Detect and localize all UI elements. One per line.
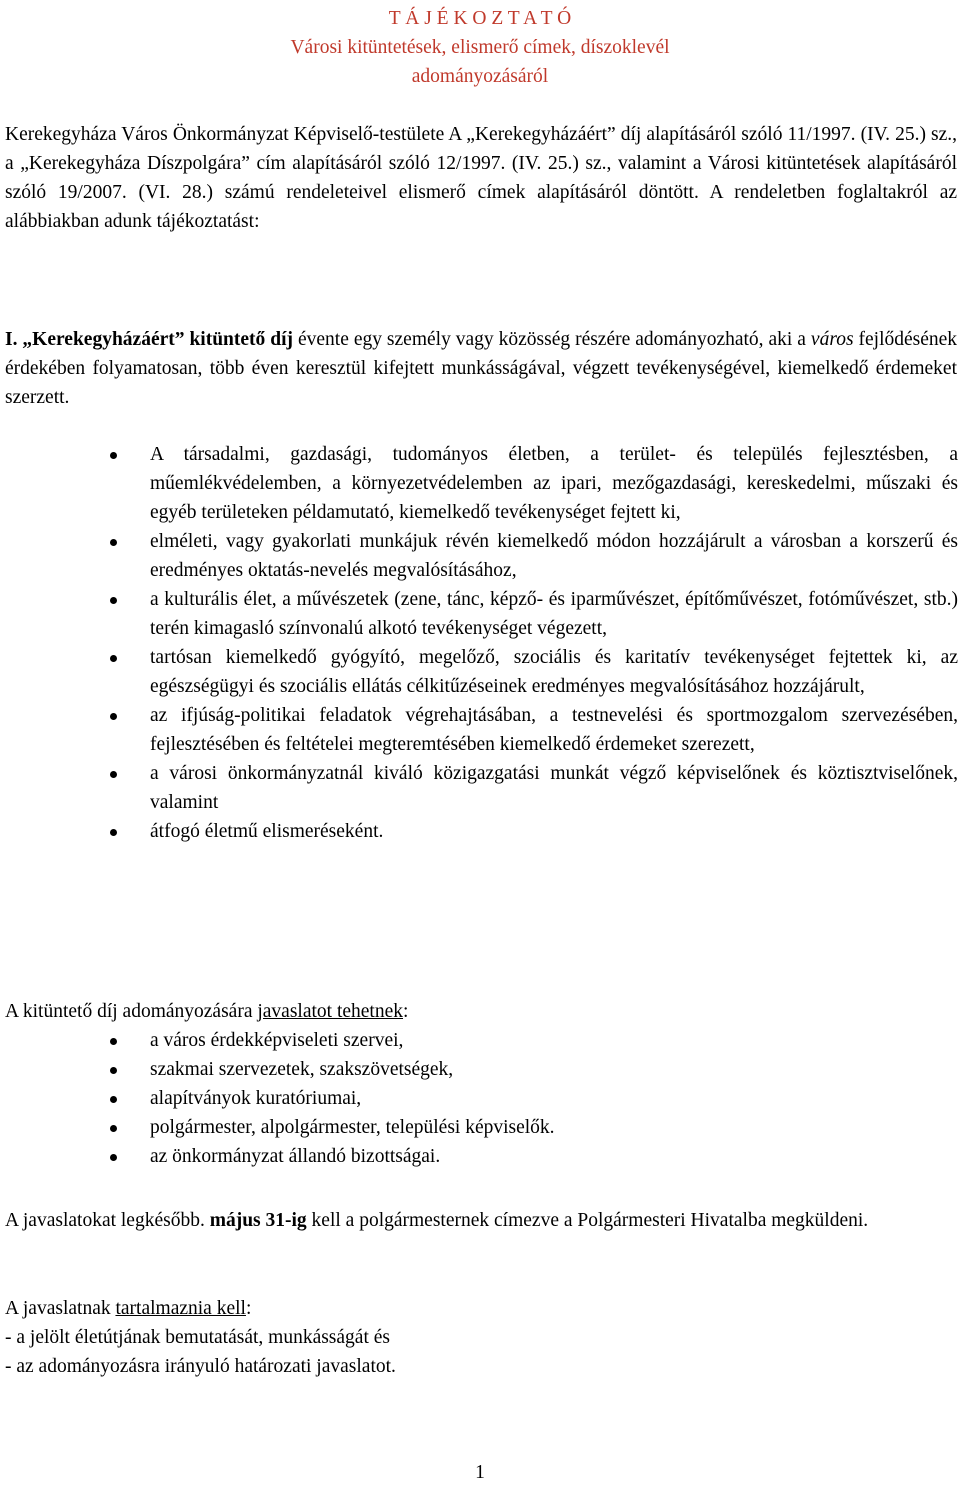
bullet-icon (110, 713, 117, 720)
contents-intro: A javaslatnak tartalmaznia kell: (5, 1298, 252, 1319)
document-title: T Á J É K O Z T A T Ó (388, 8, 572, 29)
contents-item: - az adományozásra irányuló határozati javaslatot. (5, 1356, 396, 1377)
bullet-icon (110, 1154, 117, 1161)
list-item: az önkormányzat állandó bizottságai. (110, 1142, 958, 1171)
document-subtitle-line1: Városi kitüntetések, elismerő címek, díszoklevél (290, 37, 670, 58)
document-header (0, 4, 960, 91)
document-subtitle-line2: adományozásáról (411, 66, 549, 87)
contents-item: - a jelölt életútjának bemutatását, munkásságát és (5, 1327, 390, 1348)
bullet-icon (110, 1067, 117, 1074)
bullet-icon (110, 539, 117, 546)
list-item: az ifjúság-politikai feladatok végrehajtásában, a testnevelési és sportmozgalom szervezésében, fejlesztésében és feltételei megteremtésében kiemelkedő érdemeket szerezett, (110, 701, 958, 759)
intro-paragraph: Kerekegyháza Város Önkormányzat Képviselő-testülete A „Kerekegyházáért” díj alapításáról szóló 11/1997. (IV. 25.) sz., a „Kerekegyháza Díszpolgára” cím alapításáról szóló 12/1997. (IV. 25.) sz., valamint a Városi kitüntetések alapításáról szóló 19/2007. (VI. 28.) számú rendeleteivel elismerő címek alapításáról döntött. A rendeletben foglaltakról az alábbiakban adunk tájékoztatást: (5, 124, 958, 232)
bullet-icon (110, 1096, 117, 1103)
criteria-list (110, 440, 958, 846)
list-item: alapítványok kuratóriumai, (110, 1084, 958, 1113)
bullet-icon (110, 1038, 117, 1045)
bullet-icon (110, 655, 117, 662)
list-item: a városi önkormányzatnál kiváló közigazgatási munkát végző képviselőnek és köztisztviselőnek, valamint (110, 759, 958, 817)
bullet-icon (110, 829, 117, 836)
bullet-icon (110, 597, 117, 604)
list-item: A társadalmi, gazdasági, tudományos életben, a terület- és település fejlesztésben, a műemlékvédelemben, a környezetvédelemben az ipari, mezőgazdasági, kereskedelmi, műszaki és egyéb területeken példamutató, kiemelkedő tevékenységet fejtett ki, (110, 440, 958, 527)
list-item: átfogó életmű elismeréseként. (110, 817, 958, 846)
bullet-icon (110, 452, 117, 459)
proposers-intro: A kitüntető díj adományozására javaslatot tehetnek: (5, 1001, 409, 1022)
bullet-icon (110, 1125, 117, 1132)
list-item: szakmai szervezetek, szakszövetségek, (110, 1055, 958, 1084)
proposers-list (110, 1026, 958, 1171)
deadline-date: május 31-ig (209, 1210, 307, 1231)
section-one-paragraph: I. „Kerekegyházáért” kitüntető díj évente egy személy vagy közösség részére adományozható, aki a város fejlődésének érdekében folyamatosan, több éven keresztül kifejtett munkásságával, végzett tevékenységével, kiemelkedő érdemeket szerzett. (5, 329, 958, 408)
list-item: elméleti, vagy gyakorlati munkájuk révén kiemelkedő módon hozzájárult a városban a korszerű és eredményes oktatás-nevelés megvalósításához, (110, 527, 958, 585)
contents-section (5, 1294, 957, 1381)
list-item: a kulturális élet, a művészetek (zene, tánc, képző- és iparművészet, építőművészet, fotóművészet, stb.) terén kimagasló színvonalú alkotó tevékenységet végezett, (110, 585, 958, 643)
list-item: polgármester, alpolgármester, települési képviselők. (110, 1113, 958, 1142)
list-item: a város érdekképviseleti szervei, (110, 1026, 958, 1055)
list-item: tartósan kiemelkedő gyógyító, megelőző, szociális és karitatív tevékenységet fejtettek ki, az egészségügyi és szociális ellátás célkitűzéseinek eredményes megvalósításához hozzájárult, (110, 643, 958, 701)
deadline-paragraph: A javaslatokat legkésőbb. május 31-ig kell a polgármesternek címezve a Polgármesteri Hivatalba megküldeni. (5, 1210, 869, 1231)
section-one-heading: I. „Kerekegyházáért” kitüntető díj (5, 329, 294, 350)
page-number: 1 (475, 1462, 485, 1483)
bullet-icon (110, 771, 117, 778)
